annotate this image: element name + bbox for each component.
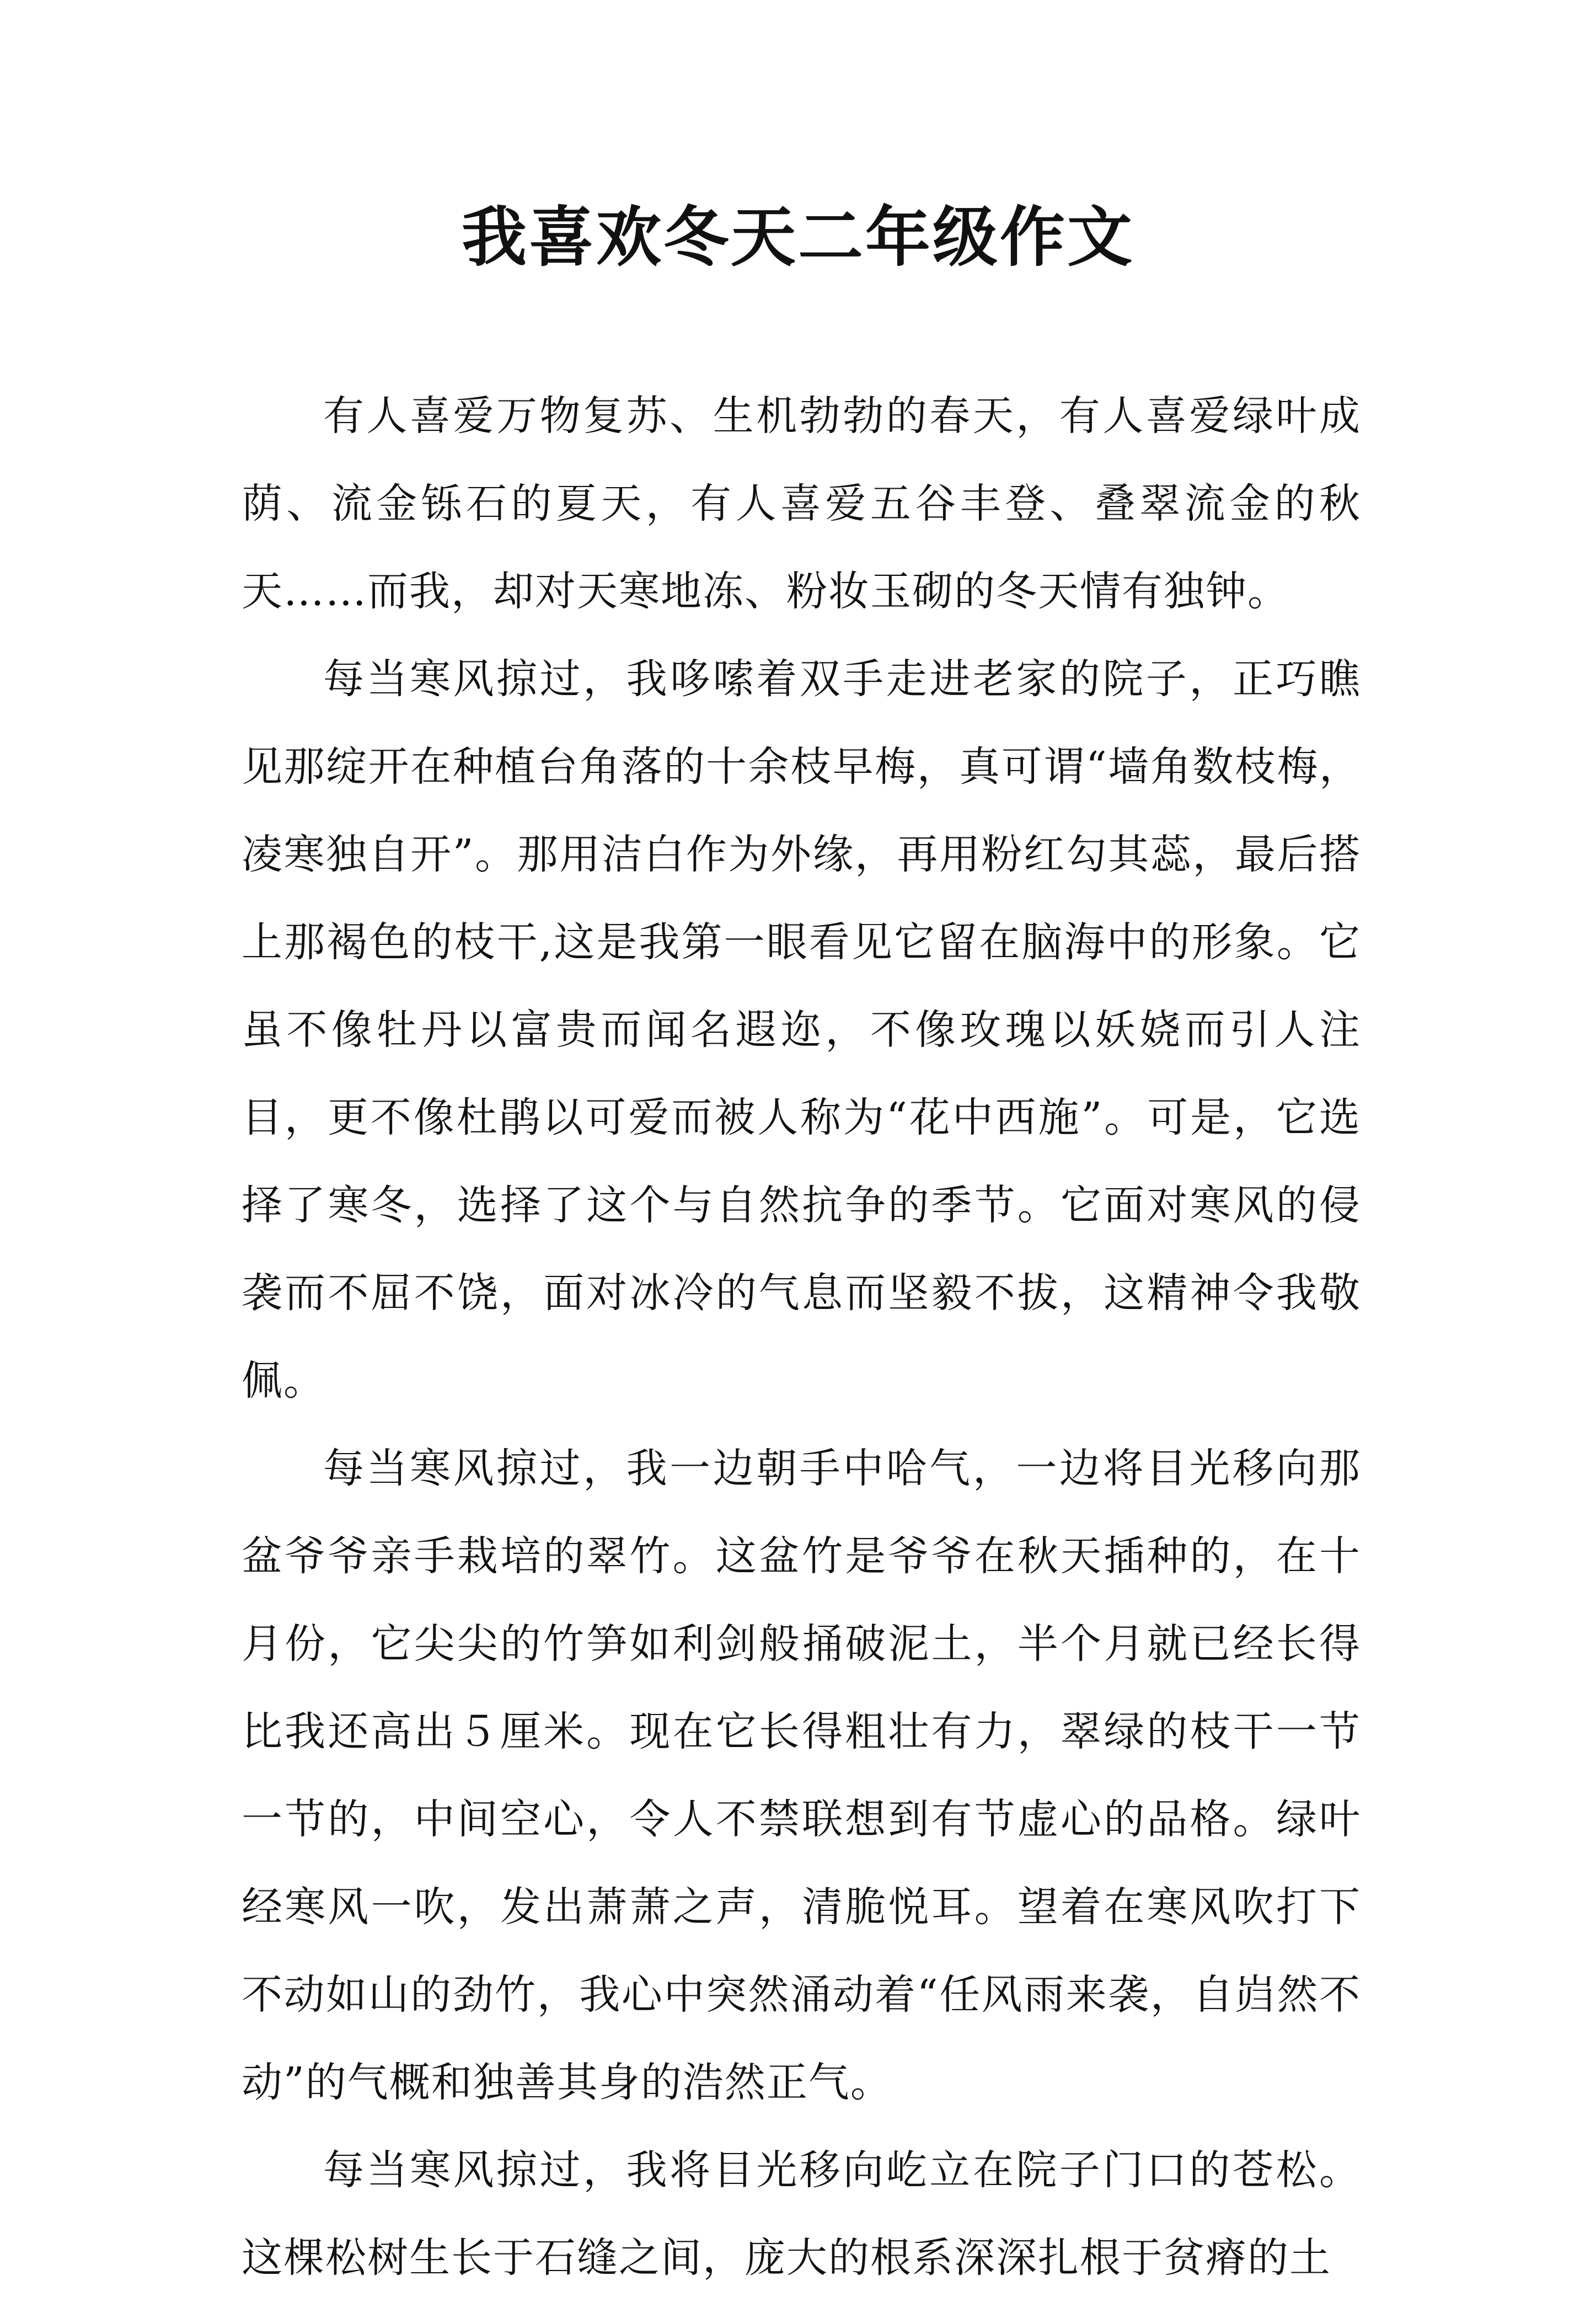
paragraph-3: 每当寒风掠过，我一边朝手中哈气，一边将目光移向那盆爷爷亲手栽培的翠竹。这盆竹是爷爷在秋天插种的，在十月份，它尖尖的竹笋如利剑般捅破泥土，半个月就已经长得比我还高出５厘米。现在它长得粗壮有力，翠绿的枝干一节一节的，中间空心，令人不禁联想到有节虚心的品格。绿叶经寒风一吹，发出萧萧之声，清脆悦耳。望着在寒风吹打下不动如山的劲竹，我心中突然涌动着“任风雨来袭，自岿然不动”的气概和独善其身的浩然正气。 [242, 1445, 1361, 2106]
document-title: 我喜欢冬天二年级作文 [461, 199, 1134, 275]
document-body [242, 372, 1361, 2302]
paragraph-4: 每当寒风掠过，我将目光移向屹立在院子门口的苍松。这棵松树生长于石缝之间，庞大的根系深深扎根于贫瘠的土 [242, 2146, 1361, 2282]
paragraph-1: 有人喜爱万物复苏、生机勃勃的春天，有人喜爱绿叶成荫、流金铄石的夏天，有人喜爱五谷丰登、叠翠流金的秋天……而我，却对天寒地冻、粉妆玉砌的冬天情有独钟。 [242, 392, 1361, 615]
paragraph-2: 每当寒风掠过，我哆嗦着双手走进老家的院子，正巧瞧见那绽开在种植台角落的十余枝早梅，真可谓“墙角数枝梅，凌寒独自开”。那用洁白作为外缘，再用粉红勾其蕊，最后搭上那褐色的枝干,这是我第一眼看见它留在脑海中的形象。它虽不像牡丹以富贵而闻名遐迩，不像玫瑰以妖娆而引人注目，更不像杜鹃以可爱而被人称为“花中西施”。可是，它选择了寒冬，选择了这个与自然抗争的季节。它面对寒风的侵袭而不屈不饶，面对冰冷的气息而坚毅不拔，这精神令我敬佩。 [242, 655, 1361, 1404]
